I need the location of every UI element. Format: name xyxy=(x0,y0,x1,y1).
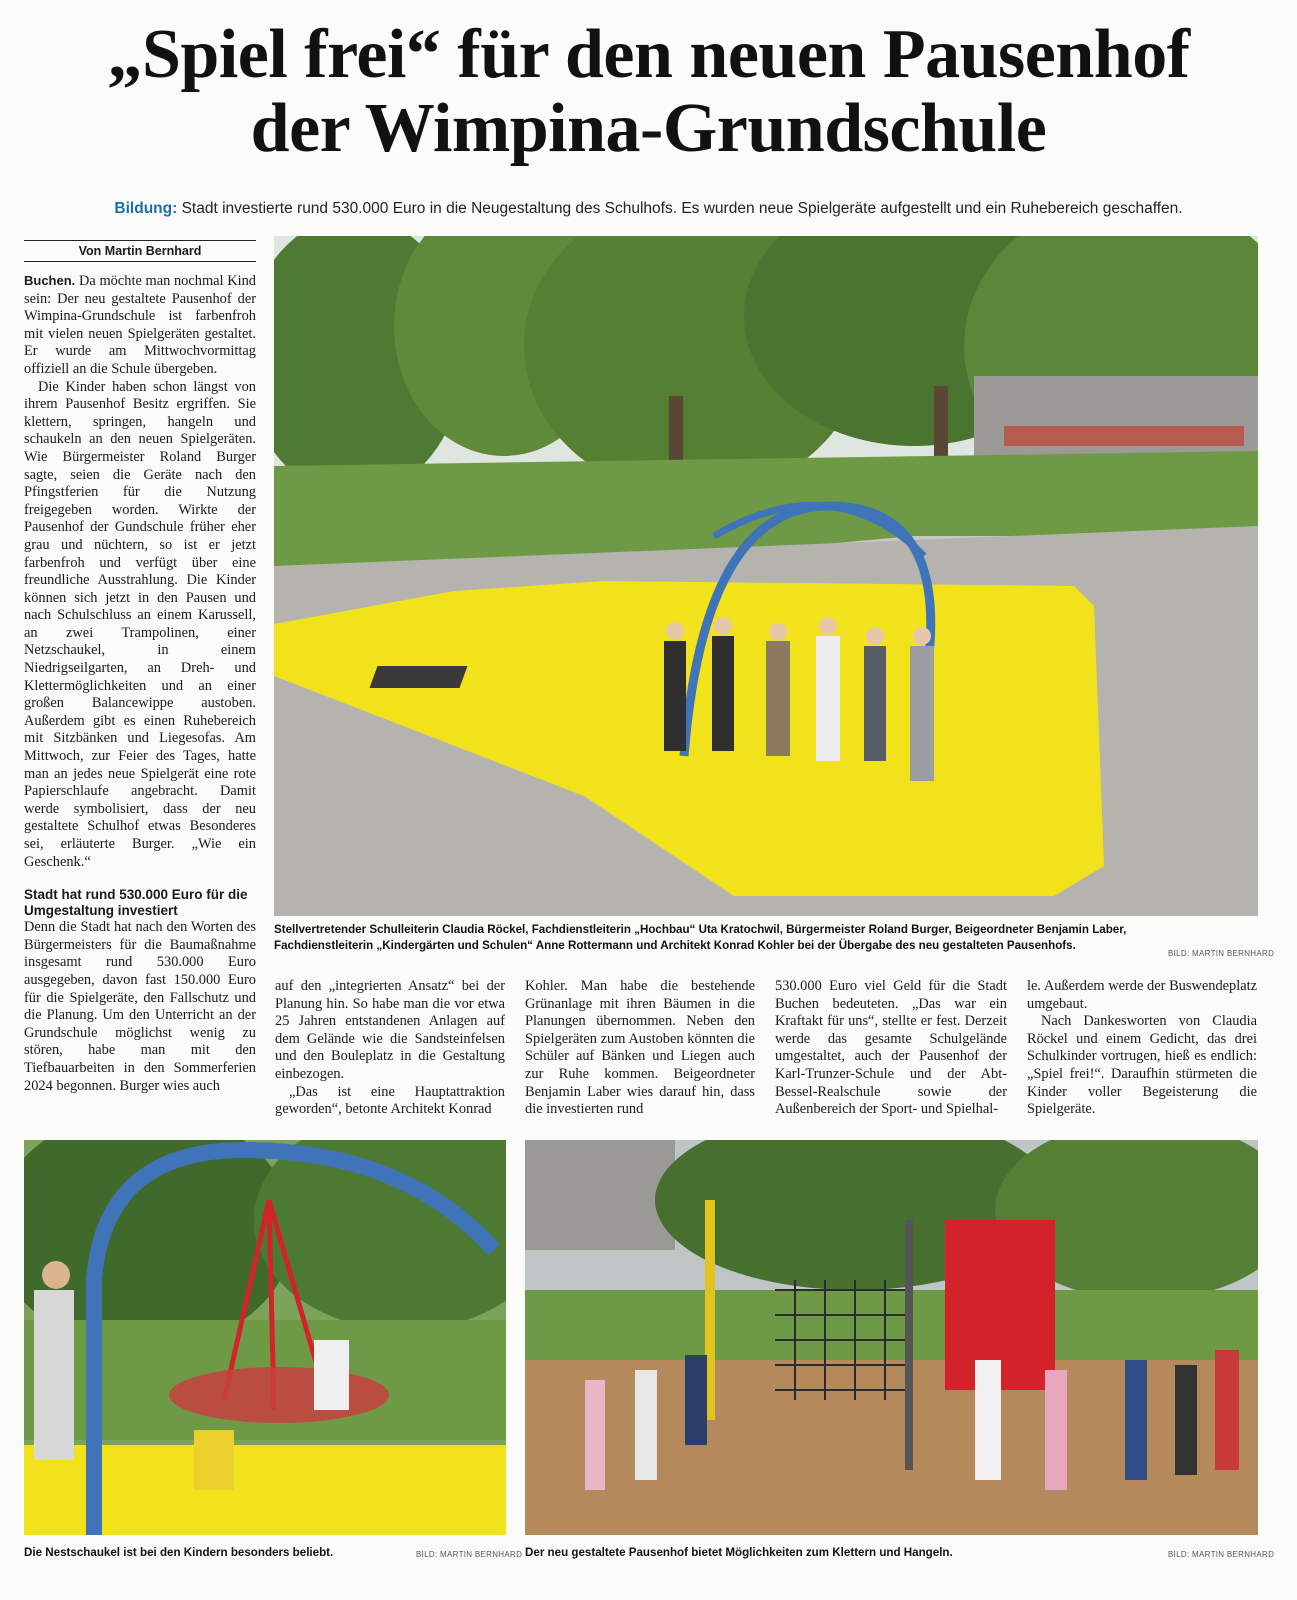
main-photo-caption: Stellvertretender Schulleiterin Claudia Röckel, Fachdienstleiterin „Hochbau“ Uta Kratochwil, Bürgermeister Roland Burger, Beigeordneter Benjamin Laber, Fachdienstleiterin „Kindergärten und Schulen“ Anne Rottermann und Architekt Konrad Kohler bei der Übergabe des neu gestalteten Pausenhofs. xyxy=(274,923,1127,952)
article-paragraph-1 xyxy=(24,272,256,379)
photo-climbing-frame xyxy=(525,1140,1258,1535)
subline xyxy=(20,200,1277,218)
article-column-4-text: 530.000 Euro viel Geld für die Stadt Buchen bedeuteten. „Das war ein Kraftakt für uns“, stellte er fest. Derzeit werde das gesamte Schulgelände umgestaltet, auch der Pausenhof der Karl-Trunzer-Schule und der Abt-Bessel-Realschule sowie der Außenbereich der Sport- und Spielhal- xyxy=(775,978,1007,1118)
subline-text: Stadt investierte rund 530.000 Euro in die Neugestaltung des Schulhofs. Es wurden neue Spielgeräte aufgestellt und ein Ruhebereich geschaffen. xyxy=(181,200,1183,217)
article-column-1 xyxy=(24,272,256,1095)
article-column-2-text: auf den „integrierten Ansatz“ bei der Planung hin. So habe man die vor etwa 25 Jahren entstandenen Anlagen auf dem Gelände wie die Sandsteinfelsen und den Bouleplatz in die Gestaltung einbezogen. xyxy=(275,978,505,1082)
article-subhead: Stadt hat rund 530.000 Euro für die Umgestaltung investiert xyxy=(24,887,248,919)
article-column-3-text: Kohler. Man habe die bestehende Grünanlage mit ihren Bäumen in die Planungen übernommen. Neben den Spielgeräten zum Austoben könnten die Schüler auf Bänken und Liegen auch zur Ruhe kommen. Beigeordneter Benjamin Laber wies darauf hin, dass die investierten rund xyxy=(525,978,755,1118)
article-column-5 xyxy=(1027,978,1257,1119)
article-column-5-closing: Nach Dankesworten von Claudia Röckel und einem Gedicht, das drei Schulkinder vortrugen, hieß es endlich: „Spiel frei!“. Daraufhin stürmeten die Kinder voller Begeisterung die Spielgeräte. xyxy=(1027,1013,1257,1118)
right-photo-caption: Der neu gestaltete Pausenhof bietet Möglichkeiten zum Klettern und Hangeln. xyxy=(525,1546,953,1559)
subline-kicker: Bildung: xyxy=(114,200,178,217)
article-column-5-text: le. Außerdem werde der Buswendeplatz umgebaut. xyxy=(1027,978,1257,1012)
article-paragraph-2: Die Kinder haben schon längst von ihrem Pausenhof Besitz ergriffen. Sie klettern, springen, hangeln und schaukeln an den neuen Spielgeräten. Wie Bürgermeister Roland Burger sagte, seien die Geräte nach den Pfingstferien für die Nutzung freigegeben worden. Wirkte der Pausenhof der Gundschule früher eher grau und nüchtern, so ist er jetzt farbenfroh und verfügt über eine freundliche Ausstrahlung. Die Kinder können sich jetzt in den Pausen und nach Schulschluss an einem Karussell, an zwei Trampolinen, einer Netzschaukel, in einem Niedrigseilgarten, an Dreh- und Klettermöglichkeiten und an einer großen Balancewippe austoben. Außerdem gibt es einen Ruhebereich mit Sitzbänken und Liegesofas. Am Mittwoch, zur Feier des Tages, hatte man an jedes neue Spielgerät eine rote Papierschlaufe angebracht. Damit werde symbolisiert, dass der neu gestaltete Schulhof etwas Besonderes sei, erläuterte Burger. „Wie ein Geschenk.“ xyxy=(24,378,256,870)
left-photo-credit: BILD: MARTIN BERNHARD xyxy=(416,1550,523,1559)
dateline-place: Buchen. xyxy=(24,273,76,288)
article-paragraph-3: Denn die Stadt hat nach den Worten des Bürgermeisters für die Baumaßnahme insgesamt rund 530.000 Euro ausgegeben, davon fast 150.000 Euro für die Spielgeräte, den Fallschutz und die Planung. Um den Unterricht an der Grundschule möglichst wenig zu stören, habe man mit den Tiefbauarbeiten in den Sommerferien 2024 begonnen. Burger wies auch xyxy=(24,919,256,1094)
article-column-2 xyxy=(275,978,505,1119)
headline-line-2: der Wimpina-Grundschule xyxy=(250,90,1047,167)
main-photo-schoolyard xyxy=(274,236,1258,916)
article-column-3 xyxy=(525,978,755,1119)
main-photo-credit: BILD: MARTIN BERNHARD xyxy=(1168,949,1275,958)
headline-line-1: „Spiel frei“ für den neuen Pausenhof xyxy=(107,16,1190,93)
byline: Von Martin Bernhard xyxy=(24,240,256,262)
article-paragraph-1-text: Da möchte man nochmal Kind sein: Der neu gestaltete Pausenhof der Wimpina-Grundschule ist farbenfroh mit vielen neuen Spielgeräten gestaltet. Er wurde am Mittwochvormittag offiziell an die Schule übergeben. xyxy=(24,273,256,377)
right-photo-credit: BILD: MARTIN BERNHARD xyxy=(1168,1550,1275,1559)
article-column-2-quote: „Das ist eine Hauptattraktion geworden“, betonte Architekt Konrad xyxy=(275,1083,505,1118)
photo-nest-swing xyxy=(24,1140,506,1535)
left-photo-caption: Die Nestschaukel ist bei den Kindern besonders beliebt. xyxy=(24,1546,334,1559)
headline xyxy=(20,18,1277,166)
article-column-4 xyxy=(775,978,1007,1119)
